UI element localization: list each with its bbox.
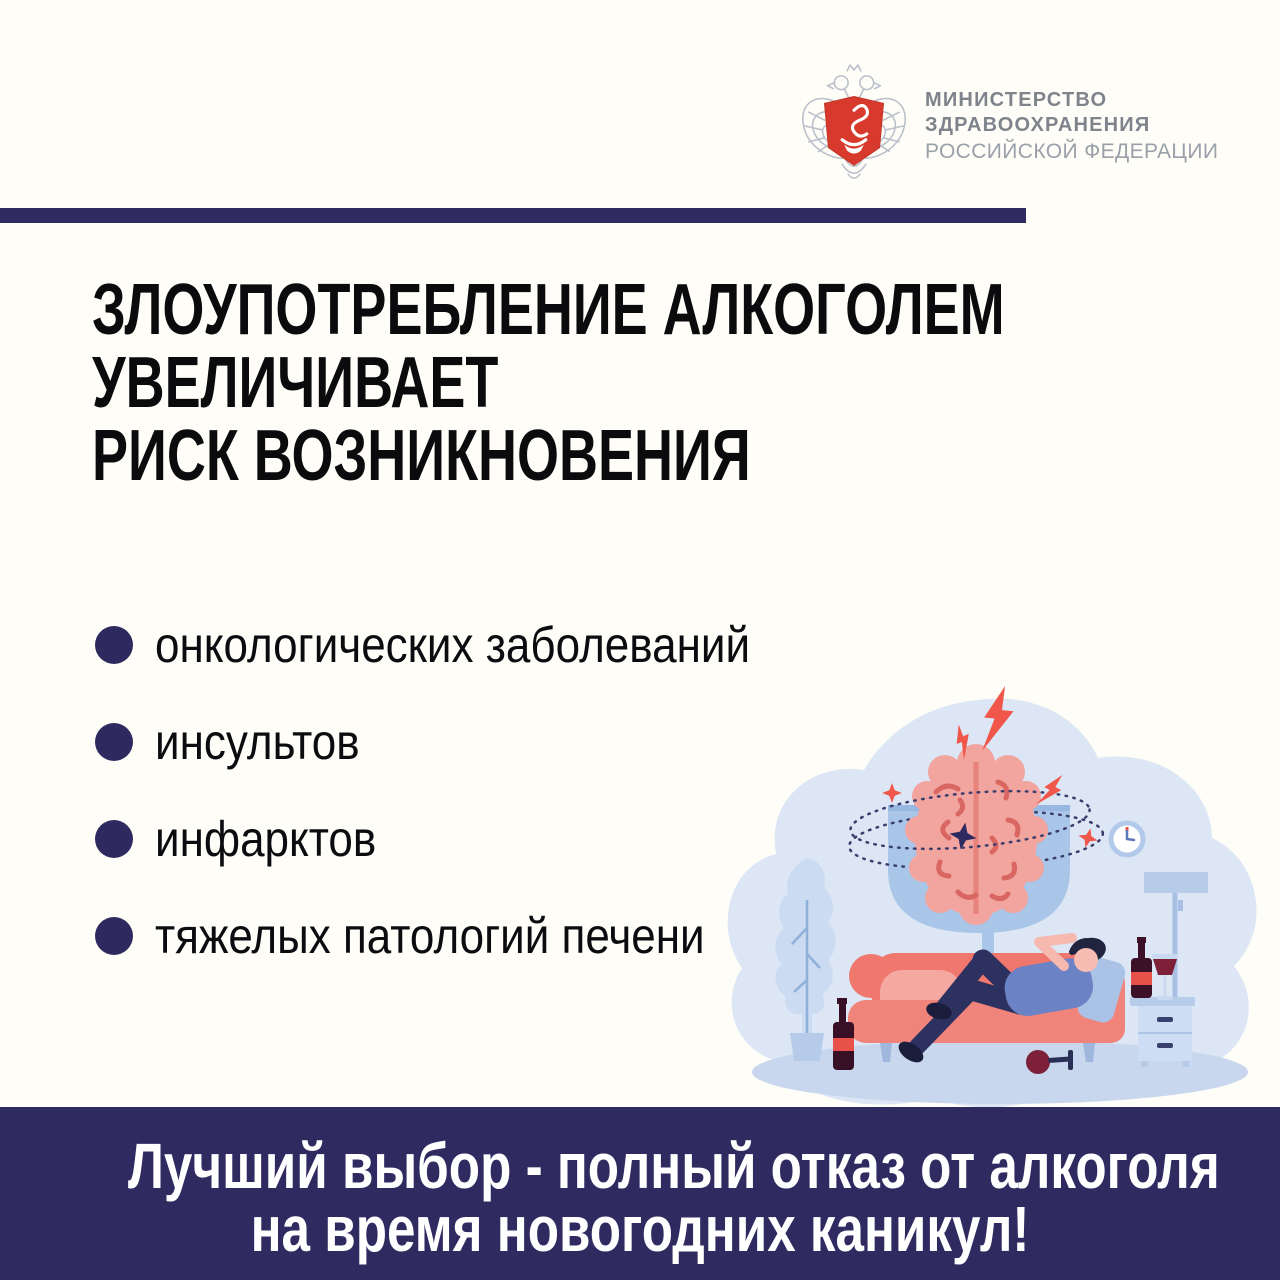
ministry-name-line1: МИНИСТЕРСТВО [925,89,1108,111]
ministry-name [925,60,1218,165]
bullet-dot-icon [95,917,133,955]
bullet-dot-icon [95,820,133,858]
risk-label: онкологических заболеваний [155,617,751,673]
risk-label: инфарктов [155,811,377,867]
banner-line2: на время новогодних каникул! [250,1193,1030,1265]
bullet-dot-icon [95,626,133,664]
risk-label: тяжелых патологий печени [155,908,705,964]
ministry-logo [795,60,1218,192]
nightstand-icon [1130,997,1195,1067]
banner [0,1107,1280,1280]
headline-line1: ЗЛОУПОТРЕБЛЕНИЕ АЛКОГОЛЕМ [92,270,1005,350]
ministry-emblem-icon [795,60,913,192]
banner-line1: Лучший выбор - полный отказ от алкоголя [128,1130,1220,1202]
ministry-name-line3: РОССИЙСКОЙ ФЕДЕРАЦИИ [925,140,1219,163]
ministry-name-line2: ЗДРАВООХРАНЕНИЯ [925,114,1151,136]
illustration-drunk-man-couch [720,670,1280,1120]
headline-line3: РИСК ВОЗНИКНОВЕНИЯ [92,416,751,496]
wall-clock-icon [1111,823,1143,855]
list-item [95,617,831,673]
risk-label: инсультов [155,714,360,770]
page-title [92,270,1280,496]
headline-line2: УВЕЛИЧИВАЕТ [92,343,499,423]
divider-bar [0,208,1026,223]
bullet-dot-icon [95,723,133,761]
